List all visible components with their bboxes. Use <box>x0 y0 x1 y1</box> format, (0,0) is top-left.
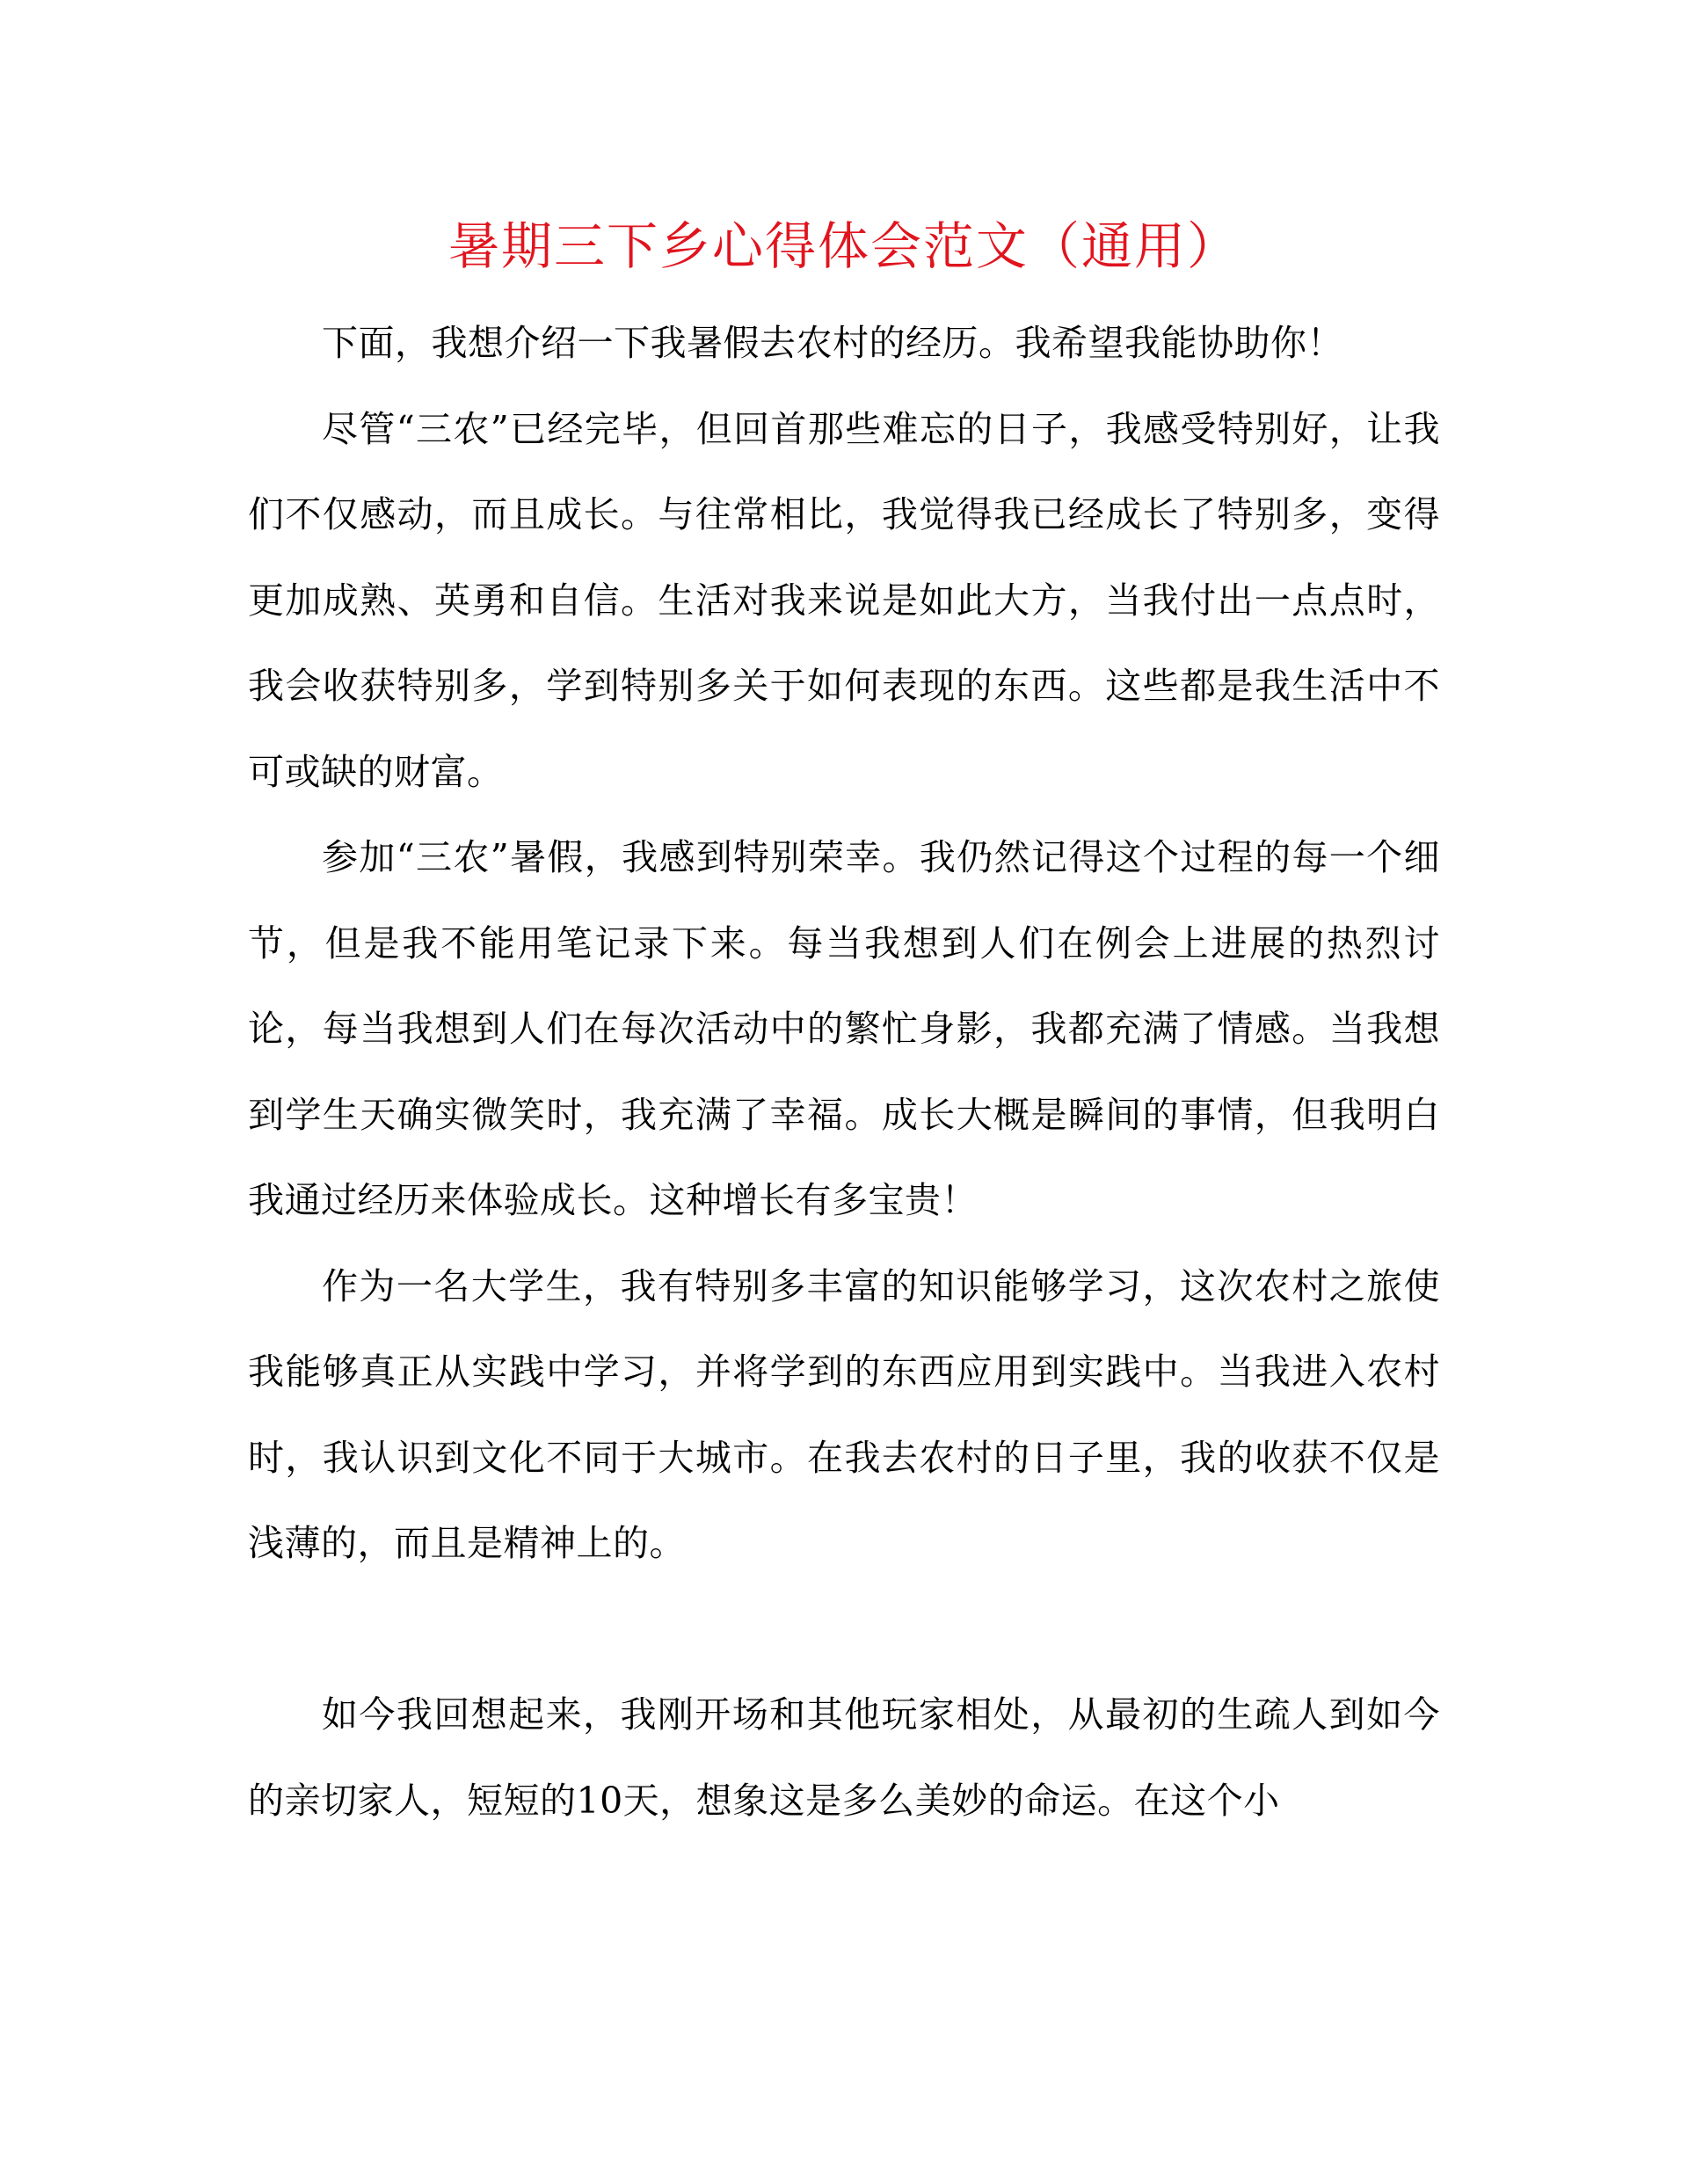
paragraph-honor: 参加“三农”暑假，我感到特别荣幸。我仍然记得这个过程的每一个细节，但是我不能用笔记录下来。每当我想到人们在例会上进展的热烈讨论，每当我想到人们在每次活动中的繁忙身影，我都充满了情感。当我想到学生天确实微笑时，我充满了幸福。成长大概是瞬间的事情，但我明白我通过经历来体验成长。这种增长有多宝贵！ <box>248 836 1440 1221</box>
paragraph-intro: 下面，我想介绍一下我暑假去农村的经历。我希望我能协助你！ <box>322 322 1343 364</box>
paragraph-teammates: 如今我回想起来，我刚开场和其他玩家相处，从最初的生疏人到如今的亲切家人，短短的10天，想象这是多么美妙的命运。在这个小 <box>248 1693 1440 1822</box>
document-body <box>248 301 1440 1844</box>
paragraph-practice: 作为一名大学生，我有特别多丰富的知识能够学习，这次农村之旅使我能够真正从实践中学习，并将学到的东西应用到实践中。当我进入农村时，我认识到文化不同于大城市。在我去农村的日子里，我的收获不仅是浅薄的，而且是精神上的。 <box>248 1264 1440 1564</box>
paragraph-reflection: 尽管“三农”已经完毕，但回首那些难忘的日子，我感受特别好，让我们不仅感动，而且成长。与往常相比，我觉得我已经成长了特别多，变得更加成熟、英勇和自信。生活对我来说是如此大方，当我付出一点点时，我会收获特别多，学到特别多关于如何表现的东西。这些都是我生活中不可或缺的财富。 <box>248 407 1440 793</box>
document-title: 暑期三下乡心得体会范文（通用） <box>447 216 1240 276</box>
